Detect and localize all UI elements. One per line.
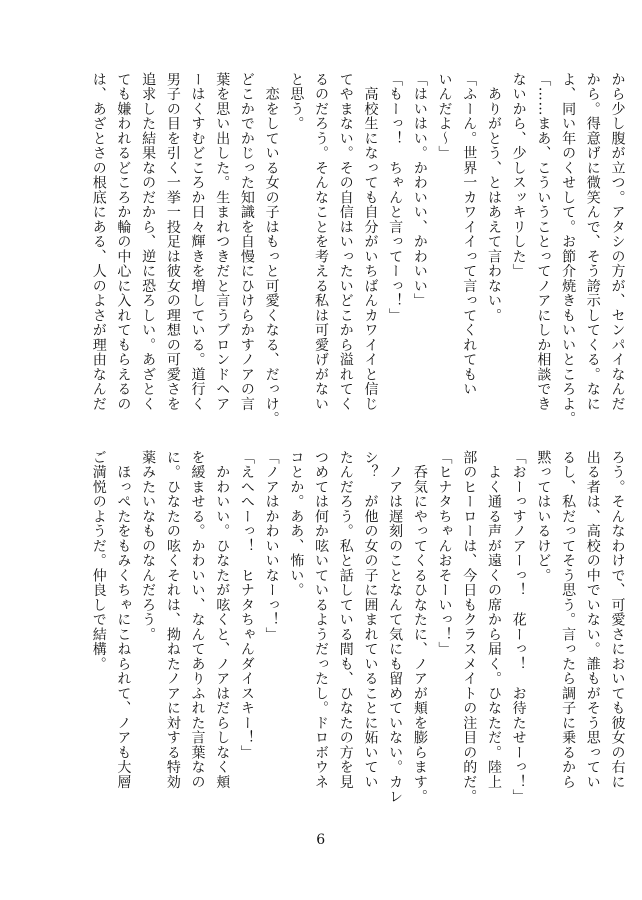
text-line: 恋をしている女の子はもっと可愛くなる、だっけ。 xyxy=(263,72,280,426)
text-line: ご満悦のようだ。仲良しで結構。 xyxy=(90,450,107,672)
text-line: よく通る声が遠くの席から届く。ひなただ。陸上 xyxy=(485,450,502,790)
text-line: 追求した結果なのだから、逆に恐ろしい。あざとく xyxy=(140,72,157,412)
text-line: 呑気にやってくるひなたに、ノアが頬を膨らます。 xyxy=(411,450,428,804)
text-line: 「はいはい。かわいい、かわいい」 xyxy=(411,72,428,308)
text-line: るのだろう。そんなことを考える私は可愛げがない xyxy=(313,72,330,412)
text-line: から。得意げに微笑んで、そう誇示してくる。なに xyxy=(584,72,601,412)
text-line: ありがとう、とはあえて言わない。 xyxy=(485,72,502,323)
text-line: 葉を思い出した。生まれつきだと言うブロンドヘア xyxy=(214,72,231,412)
text-line: たんだろう。私と話している間も、ひなたの方を見 xyxy=(337,450,354,790)
lower-text-block xyxy=(86,450,626,804)
text-line: コとか。ああ、怖い。 xyxy=(288,450,305,598)
text-line: に。ひなたの呟くそれは、拗ねたノアに対する特効 xyxy=(164,450,181,790)
text-line: と思う。 xyxy=(288,72,305,131)
text-line: 「ヒナタちゃんおそーいっ！」 xyxy=(436,450,453,657)
text-line: は、あざとさの根底にある、人のよさが理由なんだ xyxy=(90,72,107,412)
text-line: 「えへへーっ！ ヒナタちゃんダイスキー！」 xyxy=(238,450,255,760)
text-line: てやまない。その自信はいったいどこから溢れてく xyxy=(337,72,354,412)
text-line: いんだよ～」 xyxy=(436,72,453,161)
text-line: シ？ が他の女の子に囲まれていることに妬いてい xyxy=(362,450,379,790)
text-line: を緩ませる。かわいい、なんてありふれた言葉なの xyxy=(189,450,206,790)
text-line: ほっぺたをもみくちゃにこねられて、ノアも大層 xyxy=(115,450,132,790)
upper-text-block xyxy=(86,72,626,426)
text-line: かわいい。ひなたが呟くと、ノアはだらしなく頬 xyxy=(214,450,231,790)
text-line: ノアは遅刻のことなんて気にも留めていない。カレ xyxy=(387,450,404,804)
text-line: つめては何か呟いているようだったし。ドロボウネ xyxy=(313,450,330,790)
text-line: るし、私だってそう思う。言ったら調子に乗るから xyxy=(560,450,577,790)
text-line: 「……まあ、こういうことってノアにしか相談でき xyxy=(535,72,552,412)
text-line: 黙ってはいるけど。 xyxy=(535,450,552,583)
text-line: 「おーっすノアーっ！ 花ーっ！ お待たせーっ！」 xyxy=(510,450,527,804)
text-line: 高校生になっても自分がいちばんカワイイと信じ xyxy=(362,72,379,412)
text-line: ても嫌われるどころか輪の中心に入れてもらえるの xyxy=(115,72,132,412)
page-number: 6 xyxy=(316,832,326,848)
text-line: 男子の目を引く一挙一投足は彼女の理想の可愛さを xyxy=(164,72,181,412)
text-line: 「ふーん。世界一カワイイって言ってくれてもい xyxy=(461,72,478,397)
text-line: 「もーっ！ ちゃんと言ってーっ！」 xyxy=(387,72,404,323)
text-line: ーはくすむどころか日々輝きを増している。道行く xyxy=(189,72,206,412)
text-line: 部のヒーローは、今日もクラスメイトの注目の的だ。 xyxy=(461,450,478,804)
text-line: よ、同い年のくせして。お節介焼きもいいところよ。 xyxy=(560,72,577,426)
lower-vertical-text xyxy=(86,450,629,804)
text-line: どこかでかじった知識を自慢にひけらかすノアの言 xyxy=(238,72,255,412)
text-line: 薬みたいなものなんだろう。 xyxy=(140,450,157,642)
text-line: ろう。そんなわけで、可愛さにおいても彼女の右に xyxy=(609,450,626,790)
text-line: ないから、少しスッキリした」 xyxy=(510,72,527,279)
text-line: 出る者は、高校の中でいない。誰もがそう思ってい xyxy=(584,450,601,790)
upper-vertical-text xyxy=(86,72,629,426)
text-line: 「ノアはかわいいなーっ！」 xyxy=(263,450,280,642)
text-line: から少し腹が立つ。アタシの方が、センパイなんだ xyxy=(609,72,626,412)
